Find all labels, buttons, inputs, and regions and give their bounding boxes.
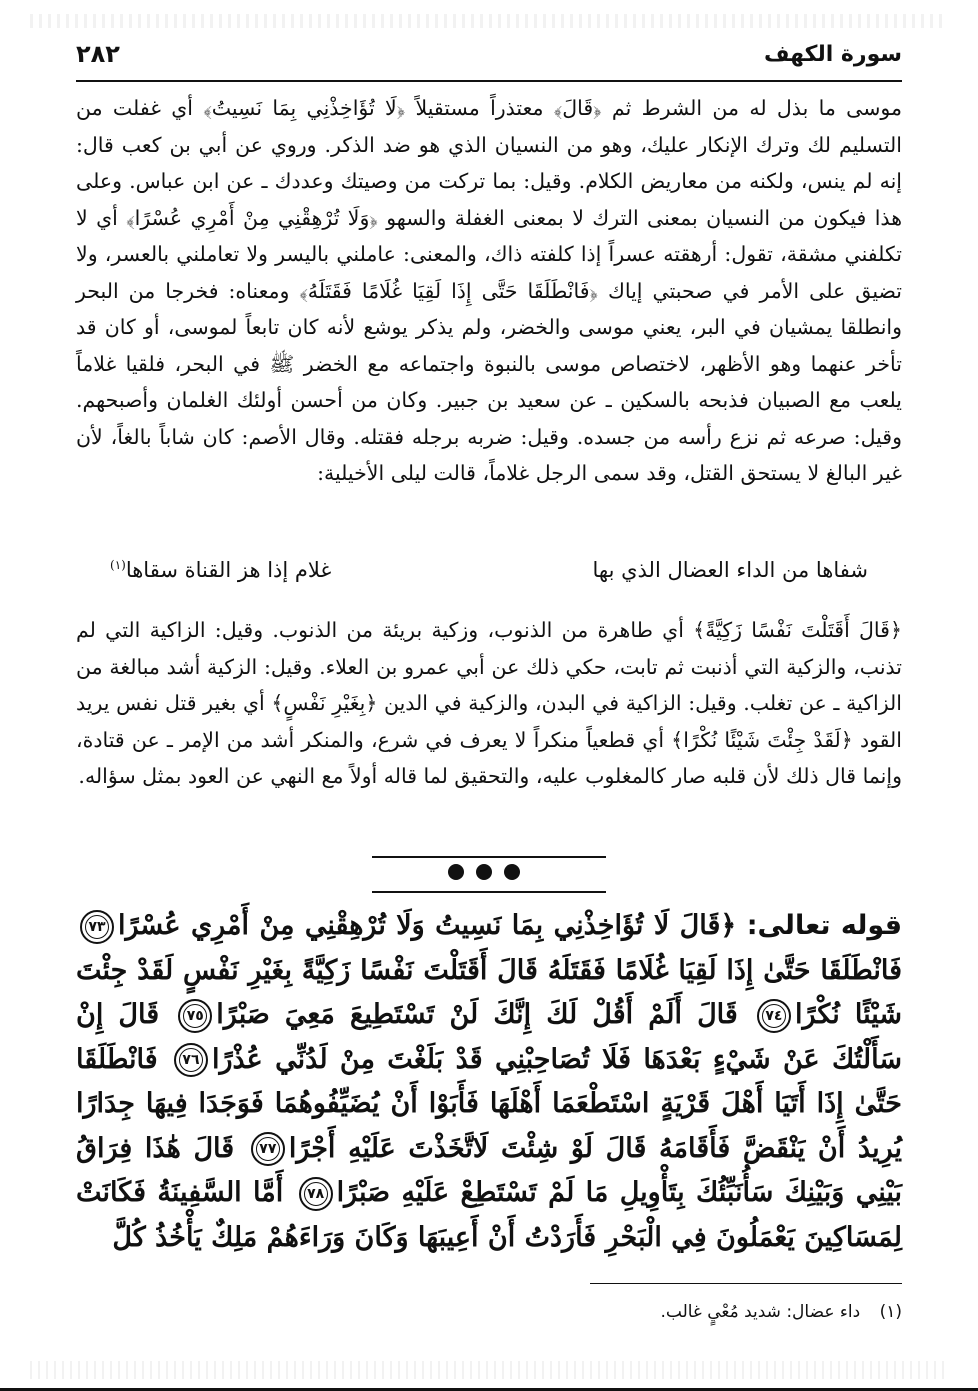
scan-noise-bottom [30,1361,948,1379]
poem-hemistich-right: شفاها من الداء العضال الذي بها [592,558,868,582]
footnote-divider [590,1283,902,1284]
separator-rule-top [372,856,606,858]
header-divider [76,80,902,82]
page-number: ٢٨٢ [76,40,120,68]
ayah-number-icon: ٧٣ [80,910,114,944]
commentary-paragraph: موسى ما بذل له من الشرط ثم ﴿قَالَ﴾ معتذراً مستقيلاً ﴿لَا تُؤَاخِذْنِي بِمَا نَسِيتُ﴾ أي غفلت من التسليم لك وترك الإنكار عليك، وهو من النسيان الذي هو ضد الذكر. وروي عن أبي بن كعب قال: إنه لم ينس، ولكنه من معاريض الكلام. وقيل: بما تركت من وصيتك وعددك ـ عن ابن عباس. وعلى هذا فيكون من النسيان بمعنى الترك لا بمعنى الغفلة والسهو ﴿وَلَا تُرْهِقْنِي مِنْ أَمْرِي عُسْرًا﴾ أي لا تكلفني مشقة، تقول: أرهقته عسراً إذا كلفته ذاك، والمعنى: عاملني باليسر ولا تعاملني بالعسر، ولا تضيق على الأمر في صحبتي إياك ﴿فَانْطَلَقَا حَتَّى إِذَا لَقِيَا غُلَامًا فَقَتَلَهُ﴾ ومعناه: فخرجا من البحر وانطلقا يمشيان في البر، يعني موسى والخضر، ولم يذكر يوشع لأنه كان تابعاً لموسى، أو كان قد تأخر عنهما وهو الأظهر، لاختصاص موسى بالنبوة واجتماعه مع الخضر ﷺ في البحر، فلقيا غلاماً يلعب مع الصبيان فذبحه بالسكين ـ عن سعيد بن جبير. وكان من أحسن أولئك الغلمان وأصبحهم. وقيل: صرعه ثم نزع رأسه من جسده. وقيل: ضربه برجله فقتله. وقال الأصم: كان شاباً بالغاً، لأن غير البالغ لا يستحق القتل، وقد سمى الرجل غلاماً، قالت ليلى الأخيلية: [76,96,902,485]
separator-rule-bottom [372,891,606,893]
verses-lead: قوله تعالى: [746,910,902,941]
footnote-text: داء عضال: شديد مُعْيٍ غالب. [660,1302,861,1322]
verse-text: قَالَ أَلَمْ أَقُلْ لَكَ إِنَّكَ لَنْ تَسْتَطِيعَ مَعِيَ صَبْرًا [216,999,738,1030]
poetry-verse [110,558,868,582]
poem-hemistich-left: غلام إذا هز القناة سقاها$^{(١)}$ [110,558,332,582]
verse-text: قَالَ هَٰذَا فِرَاقُ بَيْنِي وَبَيْنِكَ سَأُنَبِّئُكَ بِتَأْوِيلِ مَا لَمْ تَسْتَطِعْ عَلَيْهِ صَبْرًا [76,1132,903,1208]
commentary-paragraph: ﴿قَالَ أَقَتَلْتَ نَفْسًا زَكِيَّةً﴾ أي طاهرة من الذنوب، وزكية بريئة من الذنوب. وقيل: الزاكية التي لم تذنب، والزكية التي أذنبت ثم تابت، حكي ذلك عن أبي عمرو بن العلاء. وقيل: الزكية أشد مبالغة من الزاكية ـ عن تغلب. وقيل: الزاكية في البدن، والزكية في الدين ﴿بِغَيْرِ نَفْسٍ﴾ أي بغير قتل نفس يريد القود ﴿لَقَدْ جِئْتَ شَيْئًا نُكْرًا﴾ أي قطعياً منكراً لا يعرف في شرع، والمنكر أشد من الإمر ـ عن قتادة، وإنما قال ذلك لأن قلبه صار كالمغلوب عليه، والتحقيق لما قاله أولاً مع النهي عن العود بمثل سؤاله. [76,618,902,788]
footnote [76,1302,902,1322]
surah-title: سورة الكهف [763,41,902,67]
footnote-number: (١) [879,1302,902,1322]
ayah-number-icon: ٧٦ [174,1043,208,1077]
verse-text: أَمَّا السَّفِينَةُ فَكَانَتْ لِمَسَاكِينَ يَعْمَلُونَ فِي الْبَحْرِ فَأَرَدْتُ أَنْ أَعِيبَهَا وَكَانَ وَرَاءَهُمْ مَلِكٌ يَأْخُذُ كُلَّ [76,1177,902,1253]
separator-dots-icon [448,864,520,880]
ayah-number-icon: ٧٧ [251,1132,285,1166]
verse-text: قَالَ إِنْ سَأَلْتُكَ عَنْ شَيْءٍ بَعْدَهَا فَلَا تُصَاحِبْنِي قَدْ بَلَغْتَ مِنْ لَدُنِّي عُذْرًا [76,999,902,1075]
scan-noise-top [30,14,948,28]
ayah-number-icon: ٧٤ [757,999,791,1033]
commentary-section-1 [76,90,902,492]
verse-text: ﴿قَالَ لَا تُؤَاخِذْنِي بِمَا نَسِيتُ وَلَا تُرْهِقْنِي مِنْ أَمْرِي عُسْرًا [118,910,737,941]
commentary-section-2 [76,612,902,795]
footnote-marker[interactable]: (١) [110,558,126,572]
verse-text: فَانْطَلَقَا حَتَّىٰ إِذَا أَتَيَا أَهْلَ قَرْيَةٍ اسْتَطْعَمَا أَهْلَهَا فَأَبَوْا أَنْ يُضَيِّفُوهُمَا فَوَجَدَا فِيهَا جِدَارًا يُرِيدُ أَنْ يَنْقَضَّ فَأَقَامَهُ قَالَ لَوْ شِئْتَ لَاتَّخَذْتَ عَلَيْهِ أَجْرًا [76,1043,902,1164]
verse-text: فَانْطَلَقَا حَتَّىٰ إِذَا لَقِيَا غُلَامًا فَقَتَلَهُ قَالَ أَقَتَلْتَ نَفْسًا زَكِيَّةً بِغَيْرِ نَفْسٍ لَقَدْ جِئْتَ شَيْئًا نُكْرًا [76,954,903,1030]
ayah-number-icon: ٧٨ [299,1177,333,1211]
quran-verses-block [76,904,902,1260]
ayah-number-icon: ٧٥ [178,999,212,1033]
page-header [76,36,902,72]
